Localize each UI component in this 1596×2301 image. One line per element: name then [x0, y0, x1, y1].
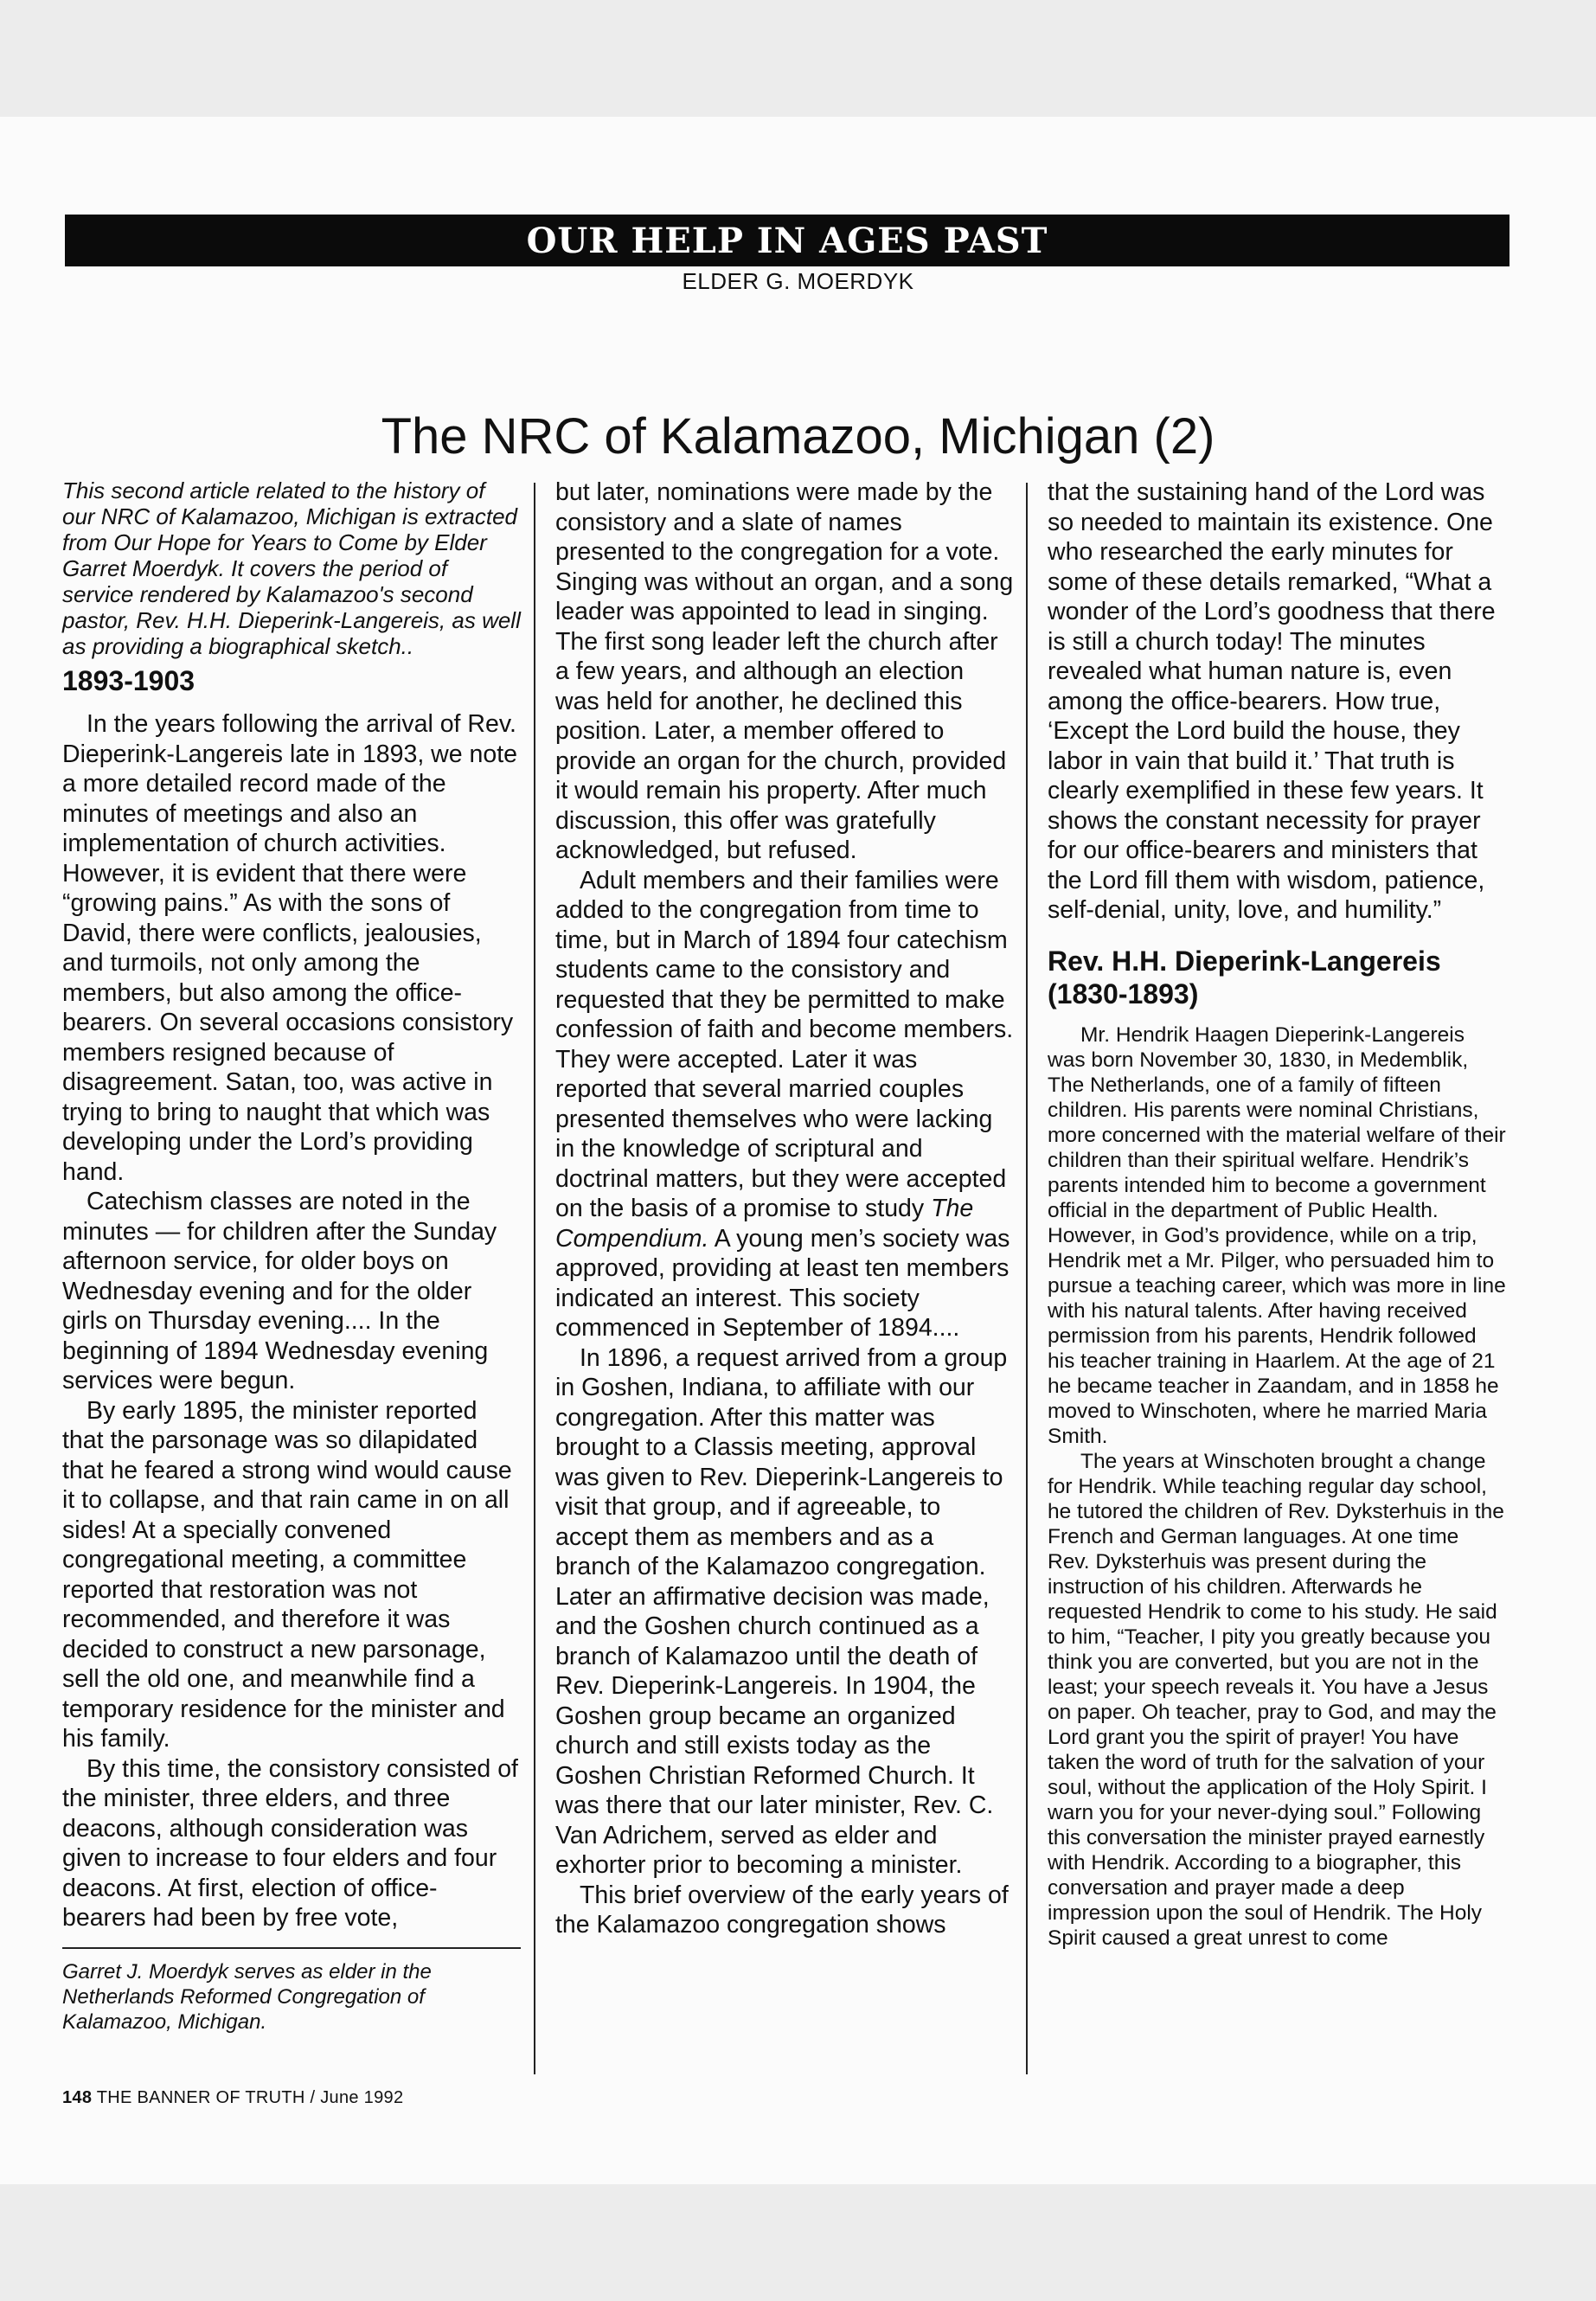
section-heading-line: (1830-1893): [1048, 977, 1199, 1009]
paragraph: In the years following the arrival of Rev. Dieperink-Langereis late in 1893, we note a more detailed record made of the minutes of meetings and also an implementation of church activities. However, it is evident that there were “growing pains.” As with the sons of David, there were conflicts, jealousies, and turmoils, not only among the members, but also among the office-bearers. On several occasions consistory members resigned because of disagreement. Satan, too, was active in trying to bring to naught that which was developing under the Lord’s providing hand.: [62, 710, 517, 1186]
paragraph: This brief overview of the early years of the Kalamazoo congregation shows: [555, 1881, 1009, 1939]
book-title: The Compendium.: [555, 1195, 974, 1253]
paragraph: In 1896, a request arrived from a group in Goshen, Indiana, to affiliate with our congregation. After this matter was brought to a Classis meeting, approval was given to Rev. Dieperink-Langereis to visit that group, and if agreeable, to accept them as members and as a branch of the Kalamazoo congregation. Later an affirmative decision was made, and the Goshen church continued as a branch of Kalamazoo until the death of Rev. Dieperink-Langereis. In 1904, the Goshen group became an organized church and still exists today as the Goshen Christian Reformed Church. It was there that our later minister, Rev. C. Van Adrichem, served as elder and exhorter prior to becoming a minister.: [555, 1343, 1008, 1879]
paragraph: that the sustaining hand of the Lord was so needed to maintain its existence. One who researched the early minutes for some of these details remarked, “What a wonder of the Lord’s goodness that there is still a church today! The minutes revealed what human nature is, even among the office-bearers. How true, ‘Except the Lord build the house, they labor in vain that build it.’ That truth is clearly exemplified in these few years. It shows the constant necessity for prayer for our office-bearers and ministers that the Lord fill them with wisdom, patience, self-denial, unity, love, and humility.”: [1048, 478, 1496, 924]
author-note: Garret J. Moerdyk serves as elder in the Netherlands Reformed Congregation of Kalamazoo, Michigan.: [62, 1959, 432, 2034]
column-3: [1048, 478, 1506, 1951]
author-byline: ELDER G. MOERDYK: [682, 268, 914, 294]
article-intro: This second article related to the history of our NRC of Kalamazoo, Michigan is extracted from Our Hope for Years to Come by Elder Garret Moerdyk. It covers the period of service rendered by Kalamazoo's second pastor, Rev. H.H. Dieperink-Langereis, as well as providing a biographical sketch..: [62, 478, 521, 659]
article-title: The NRC of Kalamazoo, Michigan (2): [381, 408, 1215, 465]
paragraph-text: Adult members and their families were added to the congregation from time to time, but in March of 1894 four catechism students came to the consistory and requested that they be permitted to make confession of faith and become members. They were accepted. Later it was reported that several married couples presented themselves who were lacking in the knowledge of scriptural and doctrinal matters, but they were accepted on the basis of a promise to study: [555, 866, 1014, 1222]
column-divider: [1026, 483, 1028, 2074]
section-heading: 1893-1903: [62, 665, 195, 696]
publication-info: THE BANNER OF TRUTH / June 1992: [96, 2088, 404, 2107]
page-number: 148: [62, 2088, 93, 2107]
paragraph: but later, nominations were made by the consistory and a slate of names presented to the congregation for a vote. Singing was without an organ, and a song leader was appointed to lead in singing. The first song leader left the church after a few years, and although an election was held for another, he declined this position. Later, a member offered to provide an organ for the church, provided it would remain his property. After much discussion, this offer was gratefully acknowledged, but refused.: [555, 478, 1014, 864]
section-heading-line: Rev. H.H. Dieperink-Langereis: [1048, 945, 1441, 977]
paragraph: [555, 866, 1014, 1343]
note-divider: [62, 1947, 521, 1949]
column-2: [555, 478, 1014, 1940]
paragraph: Mr. Hendrik Haagen Dieperink-Langereis was born November 30, 1830, in Medemblik, The Netherlands, one of a family of fifteen children. His parents were nominal Christians, more concerned with the material welfare of their children than their spiritual welfare. Hendrik’s parents intended him to become a government official in the department of Public Health. However, in God’s providence, while on a trip, Hendrik met a Mr. Pilger, who persuaded him to pursue a teaching career, which was more in line with his natural talents. After having received permission from his parents, Hendrik followed his teacher training in Haarlem. At the age of 21 he became teacher in Zaandam, and in 1858 he moved to Winschoten, where he married Maria Smith.: [1048, 1022, 1506, 1448]
paragraph: The years at Winschoten brought a change for Hendrik. While teaching regular day school, he tutored the children of Rev. Dyksterhuis in the French and German languages. At one time Rev. Dyksterhuis was present during the instruction of his children. Afterwards he requested Hendrik to come to his study. He said to him, “Teacher, I pity you greatly because you think you are converted, but you are not in the least; your speech reveals it. You have a Jesus on paper. Oh teacher, pray to God, and may the Lord grant you the spirit of prayer! You have taken the word of truth for the salvation of your soul, without the application of the Holy Spirit. I warn you for your never-dying soul.” Following this conversation the minister prayed earnestly with Hendrik. According to a biographer, this conversation and prayer made a deep impression upon the soul of Hendrik. The Holy Spirit caused a great unrest to come: [1048, 1449, 1504, 1950]
biography: [1048, 1022, 1506, 1951]
paragraph-text: A young men’s society was approved, providing at least ten members indicated an interest. This society commenced in September of 1894....: [555, 1224, 1010, 1342]
column-divider: [534, 483, 535, 2074]
paragraph: By this time, the consistory consisted of the minister, three elders, and three deacons, although consideration was given to increase to four elders and four deacons. At first, election of office-bearers had been by free vote,: [62, 1754, 518, 1932]
column-banner: [65, 215, 1509, 266]
page-footer: [62, 2088, 403, 2108]
paragraph: By early 1895, the minister reported that the parsonage was so dilapidated that he feared a strong wind would cause it to collapse, and that rain came in on all sides! At a specially convened congregational meeting, a committee reported that restoration was not recommended, and therefore it was decided to construct a new parsonage, sell the old one, and meanwhile find a temporary residence for the minister and his family.: [62, 1396, 512, 1753]
column-1: [62, 478, 521, 2035]
banner-title: OUR HELP IN AGES PAST: [526, 220, 1048, 261]
paragraph: Catechism classes are noted in the minutes — for children after the Sunday afternoon service, for older boys on Wednesday evening and for the older girls on Thursday evening.... In the beginning of 1894 Wednesday evening services were begun.: [62, 1188, 497, 1394]
section-heading: [1048, 945, 1506, 1010]
